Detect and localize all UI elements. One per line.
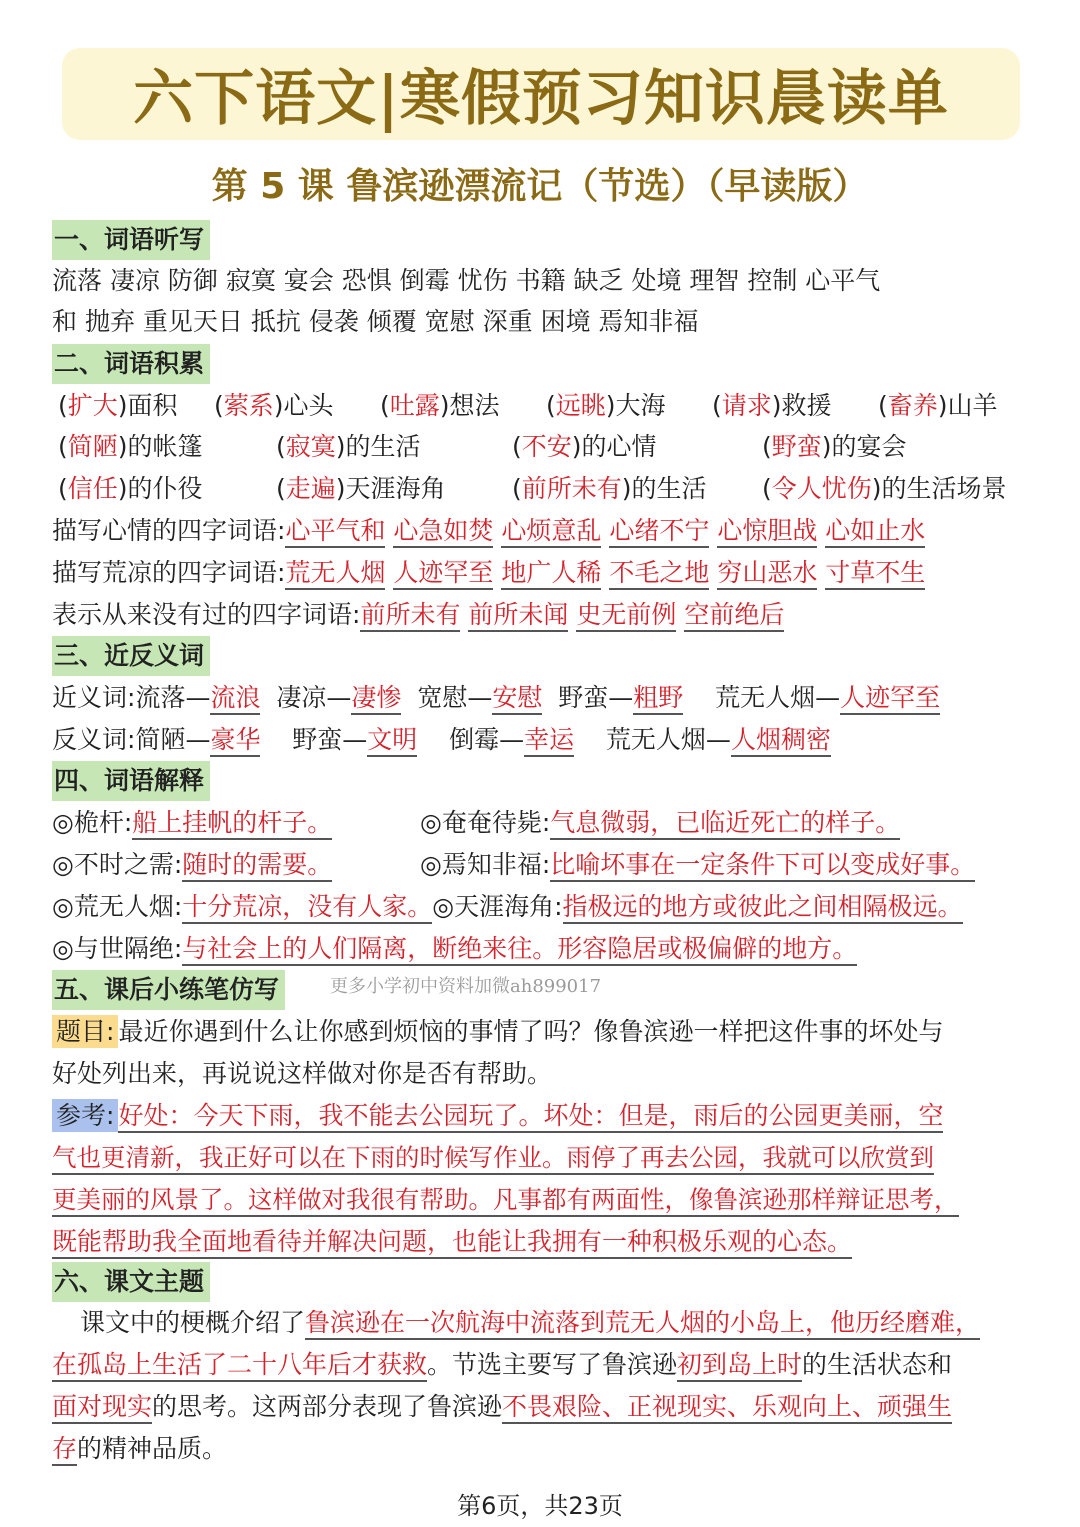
watermark-text: 更多小学初中资料加微ah899017 [330, 976, 602, 997]
reference-label: 参考: [52, 1099, 118, 1132]
phrase-item: (畜养)山羊 [878, 391, 998, 420]
phrase-item: (不安)的心情 [512, 432, 657, 461]
dictation-line: 流落 凄凉 防御 寂寞 宴会 恐惧 倒霉 忧伤 书籍 缺乏 处境 理智 控制 心平气 [52, 266, 881, 295]
explanation-row: ◎不时之需:随时的需要。 ◎焉知非福:比喻坏事在一定条件下可以变成好事。 [52, 845, 1040, 885]
desolate-idioms: 描写荒凉的四字词语:荒无人烟 人迹罕至 地广人稀 不毛之地 穷山恶水 寸草不生 [52, 553, 1040, 593]
phrase-item: (信任)的仆役 [58, 474, 203, 503]
phrase-row [58, 469, 1040, 509]
phrase-item: (吐露)想法 [380, 391, 500, 420]
section-heading-synonyms: 三、近反义词 [52, 636, 210, 676]
phrase-item: (前所未有)的生活 [512, 474, 707, 503]
phrase-item: (请求)救援 [712, 391, 832, 420]
page-number: 第6页，共23页 [457, 1492, 623, 1520]
question-label: 题目: [52, 1015, 118, 1048]
theme-text: 面对现实的思考。这两部分表现了鲁滨逊不畏艰险、正视现实、乐观向上、顽强生 [52, 1387, 1040, 1427]
synonym-row: 近义词:流落—流浪 凄凉—凄惨 宽慰—安慰 野蛮—粗野 荒无人烟—人迹罕至 [52, 678, 1040, 718]
explanation-row: ◎荒无人烟:十分荒凉，没有人家。◎天涯海角:指极远的地方或彼此之间相隔极远。 [52, 887, 1040, 927]
practice-reference: 既能帮助我全面地看待并解决问题，也能让我拥有一种积极乐观的心态。 [52, 1222, 1040, 1262]
phrase-row [58, 427, 1040, 467]
practice-reference: 气也更清新，我正好可以在下雨的时候写作业。雨停了再去公园，我就可以欣赏到 [52, 1138, 1040, 1178]
practice-question: 好处列出来，再说说这样做对你是否有帮助。 [52, 1059, 553, 1088]
never-idioms: 表示从来没有过的四字词语:前所未有 前所未闻 史无前例 空前绝后 [52, 595, 1040, 635]
antonym-row: 反义词:简陋—豪华 野蛮—文明 倒霉—幸运 荒无人烟—人烟稠密 [52, 720, 1040, 760]
section-heading-dictation: 一、词语听写 [52, 220, 210, 260]
theme-text: 存的精神品质。 [52, 1429, 1040, 1469]
practice-question: 题目: 最近你遇到什么让你感到烦恼的事情了吗？像鲁滨逊一样把这件事的坏处与 [52, 1012, 1040, 1052]
phrase-item: (扩大)面积 [58, 391, 178, 420]
phrase-item: (寂寞)的生活 [276, 432, 421, 461]
phrase-item: (萦系)心头 [214, 391, 334, 420]
phrase-row [58, 386, 1040, 426]
explanation-row: ◎桅杆:船上挂帆的杆子。 ◎奄奄待毙:气息微弱，已临近死亡的样子。 [52, 803, 1040, 843]
lesson-subtitle: 第 5 课 鲁滨逊漂流记（节选）（早读版） [211, 166, 869, 207]
theme-text: 在孤岛上生活了二十八年后才获救。节选主要写了鲁滨逊初到岛上时的生活状态和 [52, 1345, 1040, 1385]
phrase-item: (远眺)大海 [546, 391, 666, 420]
section-heading-practice: 五、课后小练笔仿写 [52, 970, 285, 1010]
phrase-item: (走遍)天涯海角 [276, 474, 446, 503]
practice-reference: 参考: 好处：今天下雨，我不能去公园玩了。坏处：但是，雨后的公园更美丽，空 [52, 1096, 1040, 1136]
explanation-row: ◎与世隔绝:与社会上的人们隔离，断绝来往。形容隐居或极偏僻的地方。 [52, 929, 1040, 969]
section-heading-accumulation: 二、词语积累 [52, 344, 210, 384]
section-heading-explanations: 四、词语解释 [52, 761, 210, 801]
mood-idioms: 描写心情的四字词语:心平气和 心急如焚 心烦意乱 心绪不宁 心惊胆战 心如止水 [52, 511, 1040, 551]
practice-reference: 更美丽的风景了。这样做对我很有帮助。凡事都有两面性，像鲁滨逊那样辩证思考， [52, 1180, 1040, 1220]
section-heading-theme: 六、课文主题 [52, 1262, 210, 1302]
phrase-item: (简陋)的帐篷 [58, 432, 203, 461]
page-title: 六下语文|寒假预习知识晨读单 [62, 48, 1020, 140]
phrase-item: (令人忧伤)的生活场景 [762, 474, 1007, 503]
phrase-item: (野蛮)的宴会 [762, 432, 907, 461]
dictation-line: 和 抛弃 重见天日 抵抗 侵袭 倾覆 宽慰 深重 困境 焉知非福 [52, 307, 699, 336]
theme-text: 课文中的梗概介绍了鲁滨逊在一次航海中流落到荒无人烟的小岛上，他历经磨难， [80, 1303, 1040, 1343]
